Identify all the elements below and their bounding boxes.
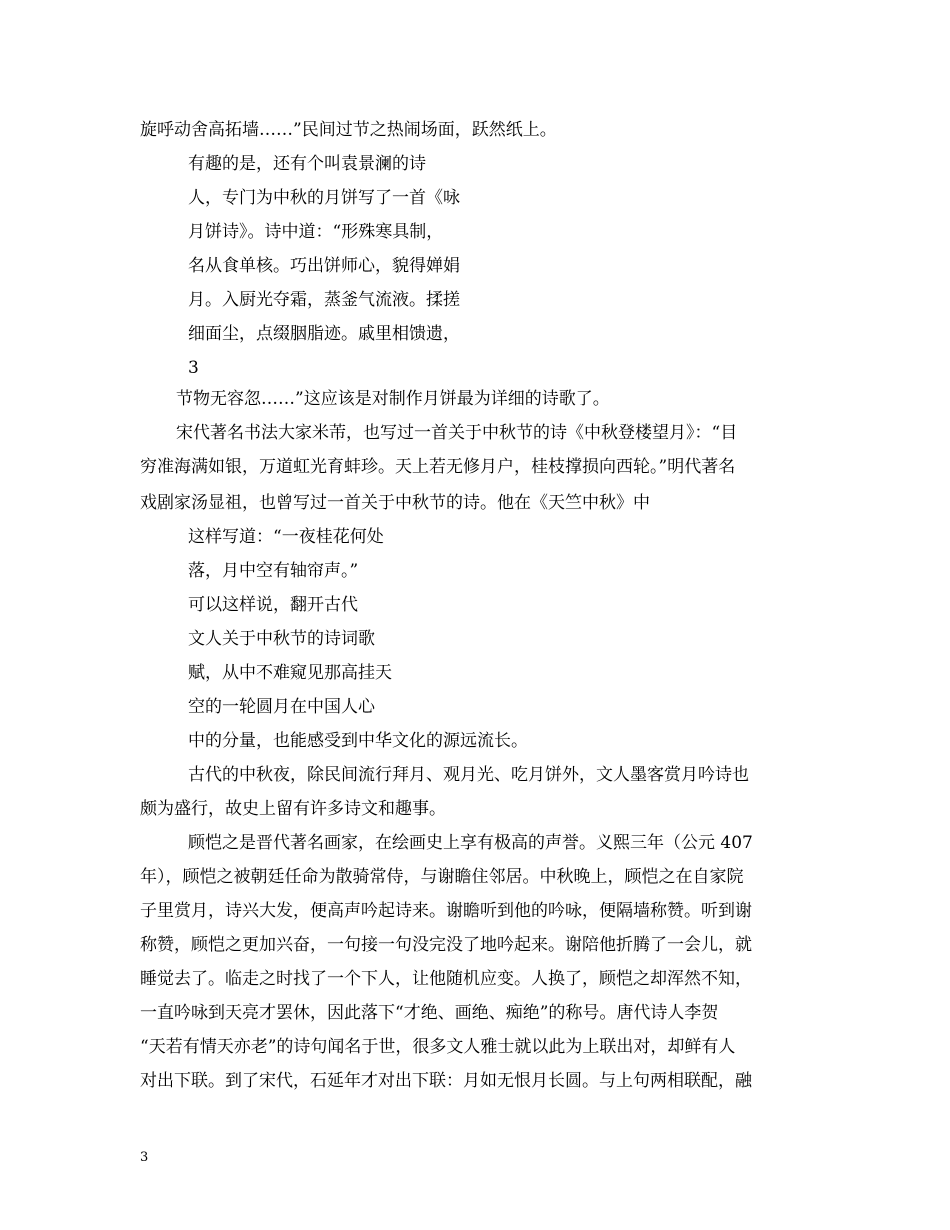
text-line-19: 中的分量，也能感受到中华文化的源远流长。: [188, 731, 528, 751]
text-line-9: 节物无容忽……”这应该是对制作月饼最为详细的诗歌了。: [176, 389, 610, 409]
text-line-24: 子里赏月，诗兴大发，便高声吟起诗来。谢瞻听到他的吟咏，便隔墙称赞。听到谢: [140, 901, 752, 921]
text-line-14: 落，月中空有轴帘声。”: [188, 561, 359, 581]
text-line-5: 名从食单核。巧出饼师心，貌得婵娟: [188, 256, 460, 276]
text-line-16: 文人关于中秋节的诗词歌: [188, 629, 375, 649]
text-line-6: 月。入厨光夺霜，蒸釜气流液。揉搓: [188, 290, 460, 310]
text-line-11: 穷准海满如银，万道虹光育蚌珍。天上若无修月户，桂枝撑损向西轮。”明代著名: [140, 457, 736, 477]
text-line-15: 可以这样说，翻开古代: [188, 595, 358, 615]
text-line-12: 戏剧家汤显祖，也曾写过一首关于中秋节的诗。他在《天竺中秋》中: [140, 493, 650, 513]
text-line-10: 宋代著名书法大家米芾，也写过一首关于中秋节的诗《中秋登楼望月》：“目: [176, 423, 738, 443]
text-line-20: 古代的中秋夜，除民间流行拜月、观月光、吃月饼外，文人墨客赏月吟诗也: [188, 765, 749, 785]
text-line-4: 月饼诗》。诗中道：“形殊寒具制，: [188, 222, 444, 242]
text-line-25: 称赞，顾恺之更加兴奋，一句接一句没完没了地吟起来。谢陪他折腾了一会儿，就: [140, 935, 752, 955]
text-line-27: 一直吟咏到天亮才罢休，因此落下“才绝、画绝、痴绝”的称号。唐代诗人李贺: [140, 1003, 719, 1023]
text-line-2: 有趣的是，还有个叫袁景澜的诗: [188, 154, 426, 174]
text-line-18: 空的一轮圆月在中国人心: [188, 697, 375, 717]
text-line-13: 这样写道：“一夜桂花何处: [188, 527, 384, 547]
text-line-23: 年），顾恺之被朝廷任命为散骑常侍，与谢瞻住邻居。中秋晚上，顾恺之在自家院: [140, 867, 744, 887]
text-line-29: 对出下联。到了宋代，石延年才对出下联：月如无恨月长圆。与上句两相联配，融: [140, 1071, 752, 1091]
text-line-1: 旋呼动舍高拓墙……”民间过节之热闹场面，跃然纸上。: [140, 120, 557, 140]
text-line-3: 人，专门为中秋的月饼写了一首《咏: [188, 188, 460, 208]
text-line-7: 细面尘，点缀胭脂迹。戚里相馈遗，: [188, 324, 460, 344]
text-line-26: 睡觉去了。临走之时找了一个下人，让他随机应变。人换了，顾恺之却浑然不知，: [140, 969, 752, 989]
text-line-21: 颇为盛行，故史上留有许多诗文和趣事。: [140, 799, 446, 819]
text-line-22: 顾恺之是晋代著名画家，在绘画史上享有极高的声誉。义熙三年（公元 407: [188, 833, 753, 853]
text-line-28: “天若有情天亦老”的诗句闻名于世，很多文人雅士就以此为上联出对，却鲜有人: [140, 1037, 736, 1057]
inline-page-number: 3: [188, 358, 199, 378]
footer-page-number: 3: [140, 1150, 149, 1165]
text-line-17: 赋，从中不难窥见那高挂天: [188, 663, 392, 683]
